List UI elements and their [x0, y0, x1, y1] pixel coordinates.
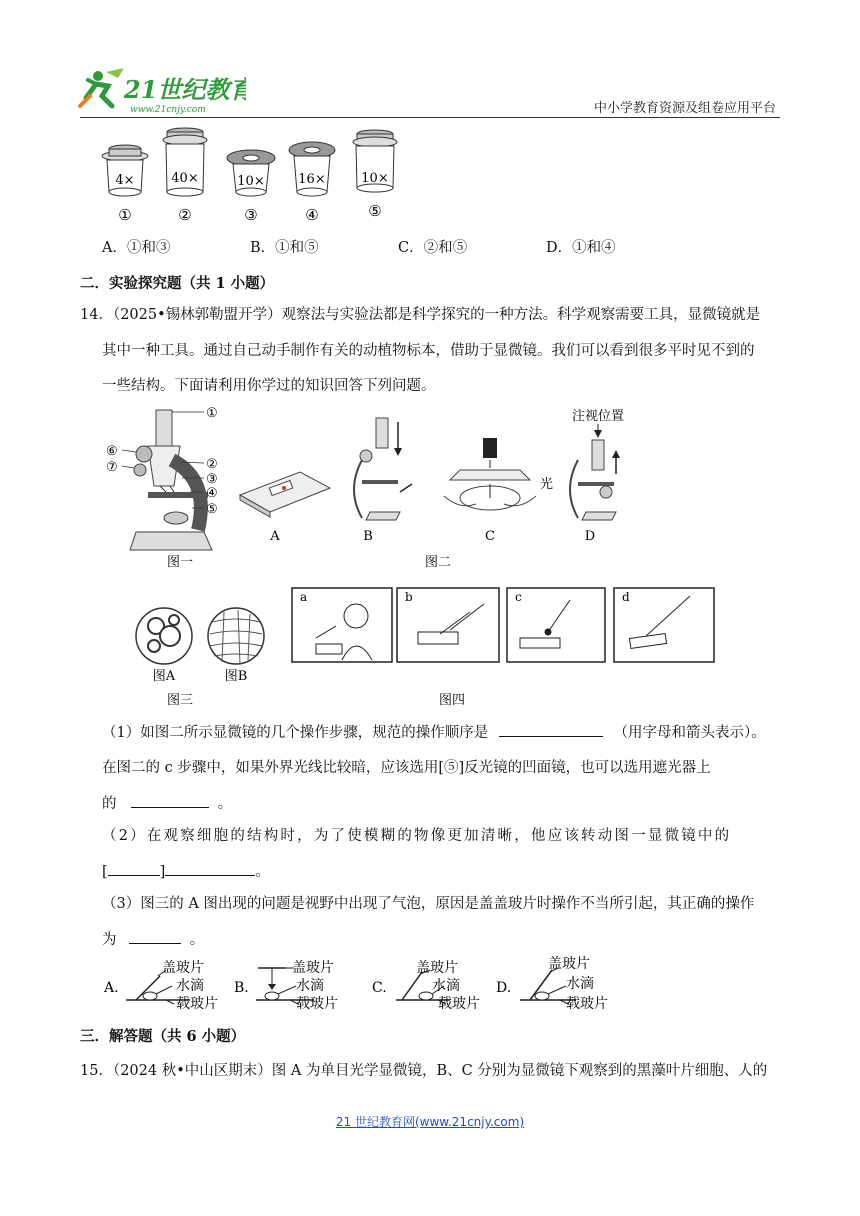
svg-text:②: ② — [206, 457, 218, 472]
svg-text:图四: 图四 — [438, 693, 466, 708]
lens-3 — [227, 150, 275, 224]
svg-text:C.: C. — [372, 980, 387, 996]
svg-text:图二: 图二 — [424, 555, 452, 570]
svg-text:载玻片: 载玻片 — [566, 996, 608, 1012]
svg-text:A.: A. — [104, 980, 119, 996]
q15-stem-line1: 15．（2024 秋•中山区期末）图 A 为单目光学显微镜，B、C 分别为显微镜下观察到的黑藻叶片细胞、人的 — [80, 1063, 768, 1079]
svg-text:b: b — [405, 590, 413, 604]
q14-part3-line2: 为 。 — [102, 929, 204, 950]
q14-part2-line2: [ ] 。 — [102, 861, 270, 882]
svg-text:④: ④ — [305, 206, 319, 224]
svg-text:载玻片: 载玻片 — [176, 996, 218, 1012]
svg-text:水滴: 水滴 — [176, 978, 204, 994]
runner-icon — [80, 68, 124, 106]
platform-name: 中小学教育资源及组卷应用平台 — [593, 101, 776, 116]
svg-text:④: ④ — [206, 486, 218, 501]
q13-option-d[interactable]: D．①和④ — [546, 240, 616, 256]
coverslip-option-c — [372, 959, 480, 1012]
svg-text:③: ③ — [206, 472, 218, 487]
svg-text:③: ③ — [244, 206, 258, 224]
section-2-title: 二．实验探究题（共 1 小题） — [80, 275, 275, 292]
figure-4-steps — [292, 588, 714, 662]
coverslip-option-a — [103, 959, 218, 1012]
svg-text:B: B — [363, 529, 373, 544]
q14-part1-line3: 的 。 — [102, 793, 232, 814]
svg-text:①: ① — [118, 206, 132, 224]
svg-text:D: D — [584, 529, 596, 544]
q13-option-c[interactable]: C．②和⑤ — [398, 240, 468, 256]
q14-part3-line1: （3）图三的 A 图出现的问题是视野中出现了气泡，原因是盖盖玻片时操作不当所引起，其正确的操作 — [102, 896, 755, 912]
q14-stem-line1: 14．（2025•锡林郭勒盟开学）观察法与实验法都是科学探究的一种方法。科学观察需要工具，显微镜就是 — [80, 307, 761, 323]
svg-text:c: c — [515, 590, 522, 604]
svg-text:⑥: ⑥ — [106, 444, 118, 459]
answer-blank-1[interactable] — [499, 722, 603, 737]
figure-2-step-a — [240, 472, 330, 544]
q14-part1-line1: （1）如图二所示显微镜的几个操作步骤，规范的操作顺序是 （用字母和箭头表示）。 — [102, 722, 766, 743]
svg-text:A: A — [270, 529, 280, 544]
svg-text:C: C — [485, 529, 495, 544]
figure-2-step-c — [444, 438, 553, 544]
logo-main-text: 21世纪教育 — [124, 75, 246, 104]
lens-2 — [163, 128, 207, 224]
svg-text:①: ① — [206, 406, 218, 421]
svg-text:水滴: 水滴 — [432, 978, 460, 994]
lens-5 — [353, 130, 397, 220]
q14-stem-line3: 一些结构。下面请利用你学过的知识回答下列问题。 — [102, 378, 436, 394]
svg-text:水滴: 水滴 — [296, 978, 324, 994]
svg-text:B.: B. — [234, 980, 249, 996]
q14-stem-line2: 其中一种工具。通过自己动手制作有关的动植物标本，借助于显微镜。我们可以看到很多平时见不到的 — [102, 343, 755, 359]
lens-figure — [96, 122, 406, 226]
svg-text:d: d — [622, 590, 630, 604]
site-logo — [78, 66, 246, 118]
svg-text:40×: 40× — [171, 171, 199, 186]
svg-text:注视位置: 注视位置 — [571, 409, 625, 424]
svg-text:a: a — [300, 590, 308, 604]
answer-blank-5[interactable] — [129, 929, 181, 944]
q14-part2-line1: （2）在观察细胞的结构时，为了使模糊的物像更加清晰，他应该转动图一显微镜中的 — [102, 828, 732, 844]
coverslip-option-b — [234, 959, 338, 1012]
answer-blank-3[interactable] — [108, 861, 160, 876]
svg-text:D.: D. — [496, 980, 512, 996]
figure-1-microscope — [106, 406, 218, 570]
svg-text:盖玻片: 盖玻片 — [548, 956, 590, 972]
svg-text:盖玻片: 盖玻片 — [292, 960, 334, 976]
svg-text:光: 光 — [540, 477, 554, 492]
figure-2-step-d — [570, 409, 624, 544]
q14-part1-line2: 在图二的 c 步骤中，如果外界光线比较暗，应该选用[⑤]反光镜的凹面镜，也可以选用遮光器上 — [102, 760, 711, 776]
svg-text:10×: 10× — [237, 174, 265, 189]
svg-text:图B: 图B — [224, 669, 248, 684]
svg-text:图A: 图A — [152, 669, 176, 684]
svg-text:②: ② — [178, 206, 192, 224]
svg-text:图三: 图三 — [166, 693, 194, 708]
lens-1 — [102, 145, 148, 224]
answer-blank-2[interactable] — [131, 793, 209, 808]
svg-text:⑦: ⑦ — [106, 460, 118, 475]
coverslip-option-d — [496, 956, 608, 1012]
figure-3-cells — [136, 608, 264, 708]
q14-coverslip-options — [100, 956, 620, 1014]
q13-option-a[interactable]: A．①和③ — [102, 240, 171, 256]
figure-2-step-b — [354, 418, 412, 544]
svg-text:水滴: 水滴 — [566, 976, 594, 992]
svg-text:⑤: ⑤ — [368, 202, 382, 220]
svg-text:盖玻片: 盖玻片 — [162, 960, 204, 976]
svg-text:16×: 16× — [298, 172, 326, 187]
header-divider — [80, 117, 780, 118]
svg-text:⑤: ⑤ — [206, 502, 218, 517]
q13-option-b[interactable]: B．①和⑤ — [250, 240, 319, 256]
section-3-title: 三．解答题（共 6 小题） — [80, 1028, 246, 1045]
svg-text:10×: 10× — [361, 171, 389, 186]
q14-figures — [100, 400, 740, 710]
answer-blank-4[interactable] — [165, 861, 255, 876]
svg-text:载玻片: 载玻片 — [438, 996, 480, 1012]
svg-text:4×: 4× — [115, 173, 135, 188]
footer-link[interactable]: 21 世纪教育网(www.21cnjy.com) — [335, 1115, 525, 1129]
logo-url-text: www.21cnjy.com — [130, 105, 206, 115]
lens-4 — [289, 142, 335, 224]
svg-text:载玻片: 载玻片 — [296, 996, 338, 1012]
svg-text:盖玻片: 盖玻片 — [416, 960, 458, 976]
svg-text:图一: 图一 — [166, 555, 194, 570]
